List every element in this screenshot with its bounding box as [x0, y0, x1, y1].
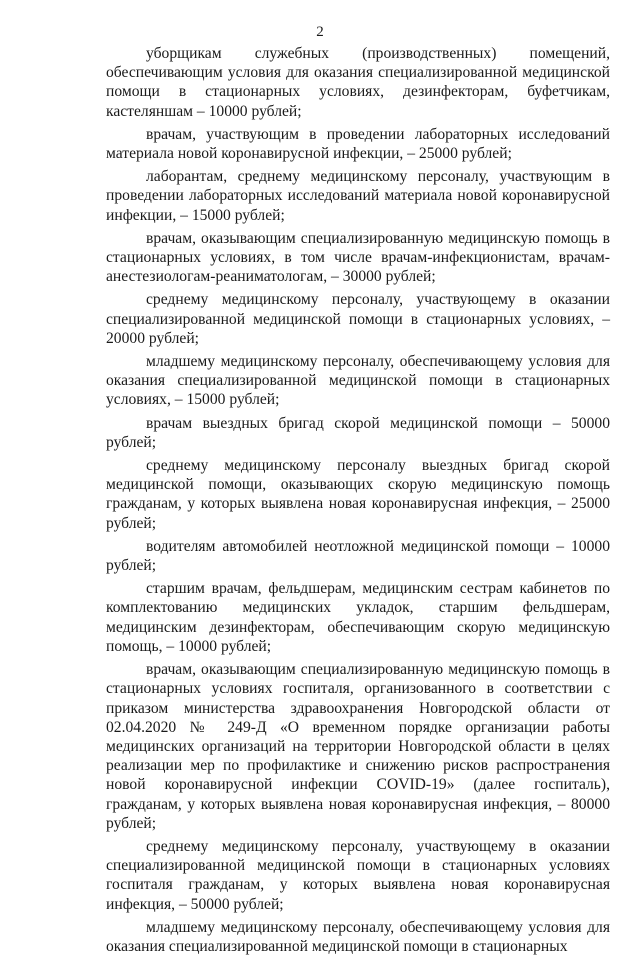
document-body	[106, 44, 610, 956]
page-number: 2	[316, 24, 324, 40]
paragraph-lab-assistants: лаборантам, среднему медицинскому персоналу, участвующим в проведении лабораторных исследований материала новой коронавирусной инфекции, – 15000 рублей;	[106, 168, 610, 224]
paragraph-senior-staff: старшим врачам, фельдшерам, медицинским сестрам кабинетов по комплектованию медицинских укладок, старшим фельдшерам, медицинским дезинфекторам, обеспечивающим скорую медицинскую помощь, – 10000 рублей;	[106, 580, 610, 655]
paragraph-hospital-junior-staff: младшему медицинскому персоналу, обеспечивающему условия для оказания специализированной медицинской помощи в стационарных	[106, 918, 610, 955]
paragraph-ambulance-doctors: врачам выездных бригад скорой медицинской помощи – 50000 рублей;	[106, 414, 610, 451]
paragraph-drivers: водителям автомобилей неотложной медицинской помощи – 10000 рублей;	[106, 537, 610, 575]
paragraph-hospital-nurses: среднему медицинскому персоналу, участвующему в оказании специализированной медицинской помощи в стационарных условиях госпиталя гражданам, у которых выявлена новая коронавирусная инфекция, – 50000 рублей;	[106, 837, 610, 913]
paragraph-lab-doctors: врачам, участвующим в проведении лабораторных исследований материала новой коронавирусной инфекции, – 25000 рублей;	[106, 125, 610, 163]
paragraph-inpatient-nurses: среднему медицинскому персоналу, участвующему в оказании специализированной медицинской помощи в стационарных условиях, – 20000 рублей;	[106, 291, 610, 347]
paragraph-ambulance-nurses: среднему медицинскому персоналу выездных бригад скорой медицинской помощи, оказывающих скорую медицинскую помощь гражданам, у которых выявлена новая коронавирусная инфекция, – 25000 рублей;	[106, 457, 610, 532]
paragraph-cleaners: уборщикам служебных (производственных) помещений, обеспечивающим условия для оказания специализированной медицинской помощи в стационарных условиях, дезинфекторам, буфетчикам, кастеляншам – 10000 рублей;	[106, 45, 610, 120]
paragraph-hospital-doctors: врачам, оказывающим специализированную медицинскую помощь в стационарных условиях госпиталя, организованного в соответствии с приказом министерства здравоохранения Новгородской области от 02.04.2020 № 249-Д «О временном порядке организации работы медицинских организаций на территории Новгородской области в целях реализации мер по профилактике и снижению рисков распространения новой коронавирусной инфекции COVID-19» (далее госпиталь), гражданам, у которых выявлена новая коронавирусная инфекция, – 80000 рублей;	[106, 661, 610, 832]
paragraph-inpatient-doctors: врачам, оказывающим специализированную медицинскую помощь в стационарных условиях, в том числе врачам-инфекционистам, врачам-анестезиологам-реаниматологам, – 30000 рублей;	[106, 229, 610, 286]
paragraph-inpatient-junior-staff: младшему медицинскому персоналу, обеспечивающему условия для оказания специализированной медицинской помощи в стационарных условиях, – 15000 рублей;	[106, 353, 610, 409]
